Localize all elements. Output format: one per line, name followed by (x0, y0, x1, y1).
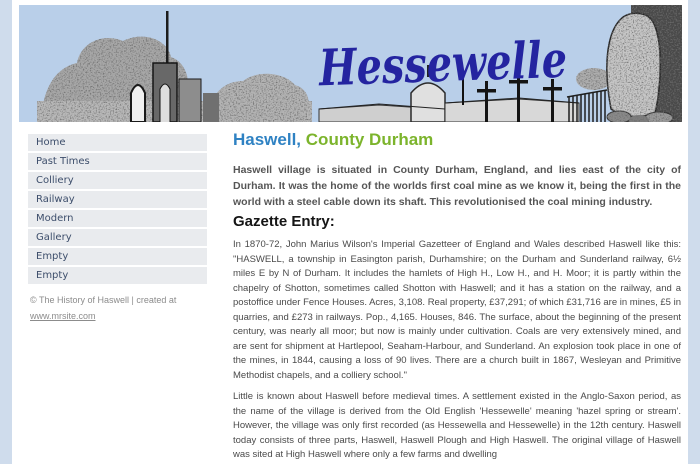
sidebar-item-railway[interactable]: Railway (28, 191, 207, 208)
sidebar-item-empty-1[interactable]: Empty (28, 248, 207, 265)
sidebar-item-home[interactable]: Home (28, 134, 207, 151)
mrsite-link[interactable]: www.mrsite.com (30, 311, 96, 321)
sidebar-item-modern[interactable]: Modern (28, 210, 207, 227)
site-page (12, 0, 688, 464)
sidebar-item-colliery[interactable]: Colliery (28, 172, 207, 189)
page-title-place: Haswell, (233, 130, 302, 149)
history-paragraph: Little is known about Haswell before medieval times. A settlement existed in the Anglo-Saxon period, as the name of the village is derived from the Old English 'Hessewelle' meaning 'hazel spring or stream'. However, the village was only first recorded (as Hessewella and Hessewelle) in the 12th century. Haswell today consists of three parts, Haswell, Haswell Plough and High Haswell. The original village of Haswell was sited at High Haswell where only a few farms and dwelling (233, 391, 681, 460)
banner-illustration (19, 5, 682, 122)
gazette-paragraph: In 1870-72, John Marius Wilson's Imperial Gazetteer of England and Wales described Haswell like this: "HASWELL, a township in Easington parish, Durhamshire; on the Durham and Sunderland railway, 6½ miles E by N of Durham. It includes the hamlets of High H., Low H., and H. Moor; it is partly within the chapelry of Shotton, sometimes called Shotton with Haswell; and it has a station on the railway, and a postoffice under Fence Houses. Acres, 3,108. Real property, £37,291; of which £31,716 are in mines, £5 in quarries, and £273 in railways. Pop., 4,165. Houses, 846. The surface, about the beginning of the present century, was nearly all moor; but now is mainly under cultivation. Coals are very extensively mined, and are sent for shipment at Hartlepool, Seaham-Harbour, and Sunderland. An explosion took place in one of the mines, in 1844, causing a loss of 90 lives. There are a church built in 1867, Wesleyan and Primitive Methodist chapels, and a colliery school." (233, 239, 682, 381)
sidebar-item-empty-2[interactable]: Empty (28, 267, 207, 284)
page-title-county: County Durham (305, 130, 434, 149)
page-title (233, 130, 681, 150)
gazette-heading: Gazette Entry: (233, 213, 335, 230)
sidebar (28, 134, 207, 324)
site-credit (28, 292, 207, 324)
intro-paragraph: Haswell village is situated in County Durham, England, and lies east of the city of Durham. It was the home of the worlds first coal mine as we know it, being the first in the world with a steel cable down its shaft. This revolutionised the coal mining industry. (233, 164, 681, 208)
nav-menu (28, 134, 207, 284)
sidebar-item-past-times[interactable]: Past Times (28, 153, 207, 170)
site-logo-text: Hessewelle (317, 27, 632, 98)
site-banner (19, 5, 682, 122)
copyright-text: © The History of Haswell | created at (30, 295, 177, 305)
sidebar-item-gallery[interactable]: Gallery (28, 229, 207, 246)
main-content (233, 130, 681, 463)
standing-stone-sketch (607, 13, 660, 116)
